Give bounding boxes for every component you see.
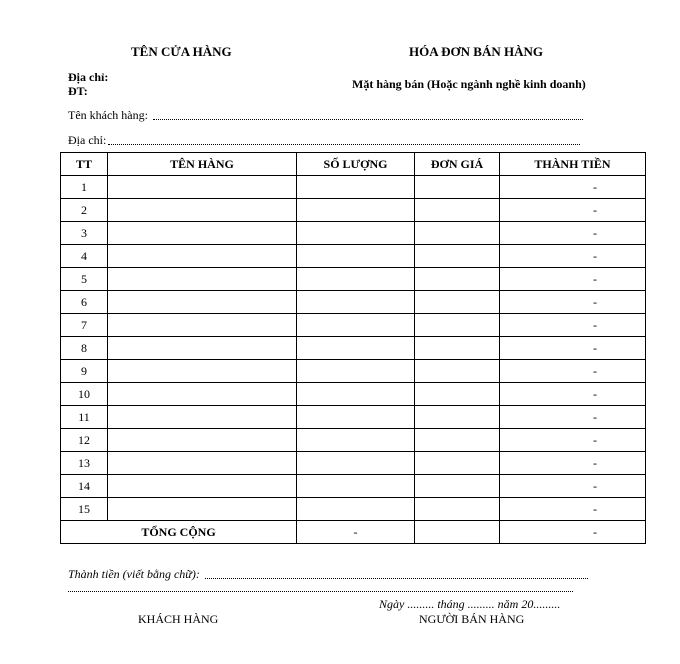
invoice-title: HÓA ĐƠN BÁN HÀNG [409,44,543,59]
row-number: 9 [61,360,108,383]
quantity-cell[interactable] [297,291,415,314]
amount-cell: - [500,222,646,245]
row-number: 10 [61,383,108,406]
quantity-cell[interactable] [297,314,415,337]
in-words-field[interactable] [205,578,588,579]
row-number: 8 [61,337,108,360]
amount-cell: - [500,314,646,337]
row-number: 5 [61,268,108,291]
amount-cell: - [500,291,646,314]
quantity-cell[interactable] [297,475,415,498]
amount-cell: - [500,268,646,291]
item-name-cell[interactable] [108,452,297,475]
col-unit-price: ĐƠN GIÁ [415,153,500,176]
total-row [61,521,646,544]
table-row [61,429,646,452]
row-number: 12 [61,429,108,452]
customer-name-field[interactable] [153,119,583,120]
total-label: TỔNG CỘNG [61,521,297,544]
quantity-cell[interactable] [297,406,415,429]
amount-cell: - [500,452,646,475]
amount-cell: - [500,360,646,383]
date-line: Ngày ......... tháng ......... năm 20......... [379,597,561,611]
customer-name-label: Tên khách hàng: [68,108,148,122]
item-name-cell[interactable] [108,199,297,222]
table-row [61,406,646,429]
quantity-cell[interactable] [297,498,415,521]
item-name-cell[interactable] [108,314,297,337]
table-row [61,245,646,268]
row-number: 3 [61,222,108,245]
quantity-cell[interactable] [297,360,415,383]
table-row [61,291,646,314]
unit-price-cell[interactable] [415,360,500,383]
row-number: 13 [61,452,108,475]
quantity-cell[interactable] [297,452,415,475]
customer-address-label: Địa chỉ: [68,133,107,147]
amount-cell: - [500,406,646,429]
table-row [61,452,646,475]
table-row [61,222,646,245]
quantity-cell[interactable] [297,268,415,291]
item-name-cell[interactable] [108,222,297,245]
quantity-cell[interactable] [297,383,415,406]
row-number: 7 [61,314,108,337]
unit-price-cell[interactable] [415,199,500,222]
amount-cell: - [500,498,646,521]
unit-price-cell[interactable] [415,452,500,475]
amount-cell: - [500,199,646,222]
unit-price-cell[interactable] [415,245,500,268]
table-row [61,337,646,360]
quantity-cell[interactable] [297,176,415,199]
in-words-field-line2[interactable] [68,591,573,592]
unit-price-cell[interactable] [415,222,500,245]
unit-price-cell[interactable] [415,429,500,452]
table-row [61,383,646,406]
item-name-cell[interactable] [108,498,297,521]
item-name-cell[interactable] [108,475,297,498]
table-row [61,360,646,383]
item-name-cell[interactable] [108,337,297,360]
unit-price-cell[interactable] [415,475,500,498]
in-words-label: Thành tiền (viết bằng chữ): [68,567,200,581]
item-name-cell[interactable] [108,429,297,452]
col-amount: THÀNH TIỀN [500,153,646,176]
item-name-cell[interactable] [108,406,297,429]
unit-price-cell[interactable] [415,406,500,429]
customer-signature-label: KHÁCH HÀNG [138,612,219,626]
amount-cell: - [500,176,646,199]
unit-price-cell[interactable] [415,314,500,337]
invoice-table [60,152,646,544]
table-row [61,498,646,521]
amount-cell: - [500,383,646,406]
row-number: 1 [61,176,108,199]
unit-price-cell[interactable] [415,337,500,360]
shop-phone-label: ĐT: [68,84,88,98]
item-name-cell[interactable] [108,383,297,406]
table-row [61,176,646,199]
total-unit-price [415,521,500,544]
unit-price-cell[interactable] [415,498,500,521]
table-header-row [61,153,646,176]
unit-price-cell[interactable] [415,268,500,291]
item-name-cell[interactable] [108,176,297,199]
amount-cell: - [500,475,646,498]
row-number: 11 [61,406,108,429]
unit-price-cell[interactable] [415,291,500,314]
goods-line: Mặt hàng bán (Hoặc ngành nghề kinh doanh) [352,77,586,91]
col-tt: TT [61,153,108,176]
amount-cell: - [500,245,646,268]
amount-cell: - [500,429,646,452]
item-name-cell[interactable] [108,245,297,268]
table-row [61,199,646,222]
seller-signature-label: NGƯỜI BÁN HÀNG [419,612,525,626]
quantity-cell[interactable] [297,199,415,222]
row-number: 2 [61,199,108,222]
unit-price-cell[interactable] [415,383,500,406]
col-item-name: TÊN HÀNG [108,153,297,176]
item-name-cell[interactable] [108,360,297,383]
quantity-cell[interactable] [297,245,415,268]
quantity-cell[interactable] [297,222,415,245]
row-number: 15 [61,498,108,521]
row-number: 14 [61,475,108,498]
item-name-cell[interactable] [108,268,297,291]
table-row [61,475,646,498]
unit-price-cell[interactable] [415,176,500,199]
col-quantity: SỐ LƯỢNG [297,153,415,176]
shop-address-label: Địa chỉ: [68,70,109,84]
quantity-cell[interactable] [297,337,415,360]
total-quantity: - [297,521,415,544]
row-number: 4 [61,245,108,268]
shop-name: TÊN CỬA HÀNG [131,44,232,59]
item-name-cell[interactable] [108,291,297,314]
customer-address-field[interactable] [108,144,580,145]
table-row [61,268,646,291]
table-row [61,314,646,337]
row-number: 6 [61,291,108,314]
quantity-cell[interactable] [297,429,415,452]
total-amount: - [500,521,646,544]
amount-cell: - [500,337,646,360]
